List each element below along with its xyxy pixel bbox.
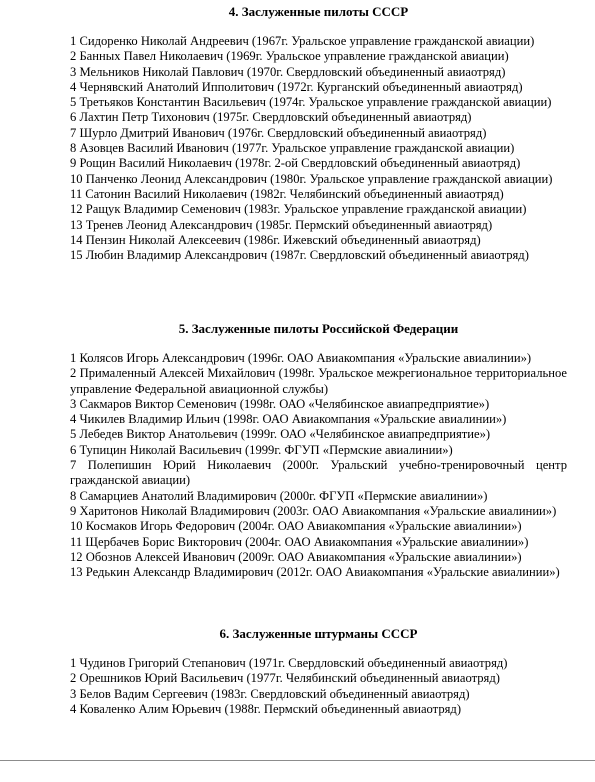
list-item: 14 Пензин Николай Алексеевич (1986г. Ижевский объединенный авиаотряд) (70, 232, 481, 247)
list-item: 6 Тупицин Николай Васильевич (1999г. ФГУП «Пермские авиалинии») (70, 442, 453, 457)
section-title: 6. Заслуженные штурманы СССР (219, 626, 418, 641)
pilots-ussr-list (70, 34, 567, 263)
list-item: 8 Азовцев Василий Иванович (1977г. Уральское управление гражданской авиации) (70, 141, 515, 156)
pilots-rf-list (70, 351, 567, 580)
section-title: 4. Заслуженные пилоты СССР (228, 4, 409, 19)
section-honored-navigators-ussr (70, 626, 567, 717)
list-item: 8 Самарциев Анатолий Владимирович (2000г. ФГУП «Пермские авиалинии») (70, 488, 488, 503)
list-item: 4 Коваленко Алим Юрьевич (1988г. Пермский объединенный авиаотряд) (70, 701, 462, 716)
page-bottom-divider (0, 760, 595, 761)
section-honored-pilots-rf (70, 321, 567, 580)
list-item: 3 Мельников Николай Павлович (1970г. Свердловский объединенный авиаотряд) (70, 64, 506, 79)
navigators-list (70, 656, 567, 717)
list-item: 3 Белов Вадим Сергеевич (1983г. Свердловский объединенный авиаотряд) (70, 686, 470, 701)
list-item: 9 Рощин Василий Николаевич (1978г. 2-ой Свердловский объединенный авиаотряд) (70, 156, 521, 171)
section-title: 5. Заслуженные пилоты Российской Федерации (178, 321, 459, 336)
list-item: 1 Чудинов Григорий Степанович (1971г. Свердловский объединенный авиаотряд) (70, 656, 508, 670)
section-honored-pilots-ussr (70, 4, 567, 263)
list-item: 10 Космаков Игорь Федорович (2004г. ОАО Авиакомпания «Уральские авиалинии») (70, 519, 522, 534)
list-item: 11 Сатонин Василий Николаевич (1982г. Челябинский объединенный авиаотряд) (70, 186, 504, 201)
list-item: 3 Сакмаров Виктор Семенович (1998г. ОАО «Челябинское авиапредприятие») (70, 396, 490, 411)
list-item: 9 Харитонов Николай Владимирович (2003г. ОАО Авиакомпания «Уральские авиалинии») (70, 503, 557, 518)
list-item: 1 Сидоренко Николай Андреевич (1967г. Уральское управление гражданской авиации) (70, 34, 535, 48)
list-item: 1 Колясов Игорь Александрович (1996г. ОАО Авиакомпания «Уральские авиалинии») (70, 351, 532, 365)
list-item: 5 Лебедев Виктор Анатольевич (1999г. ОАО «Челябинское авиапредприятие») (70, 427, 491, 442)
list-item: 10 Панченко Леонид Александрович (1980г. Уральское управление гражданской авиации) (70, 171, 553, 186)
list-item: 7 Шурло Дмитрий Иванович (1976г. Свердловский объединенный авиаотряд) (70, 125, 487, 140)
list-item: 7 Полепишин Юрий Николаевич (2000г. Уральский учебно-тренировочный центр гражданской авиации) (70, 458, 567, 488)
list-item: 12 Ращук Владимир Семенович (1983г. Уральское управление гражданской авиации) (70, 202, 527, 217)
list-item: 4 Чернявский Анатолий Ипполитович (1972г. Курганский объединенный авиаотряд) (70, 79, 523, 94)
list-item: 13 Редькин Александр Владимирович (2012г. ОАО Авиакомпания «Уральские авиалинии») (70, 565, 560, 580)
list-item: 4 Чикилев Владимир Ильич (1998г. ОАО Авиакомпания «Уральские авиалинии») (70, 412, 507, 427)
list-item: 15 Любин Владимир Александрович (1987г. Свердловский объединенный авиаотряд) (70, 248, 529, 263)
list-item: 2 Банных Павел Николаевич (1969г. Уральское управление гражданской авиации) (70, 49, 509, 64)
list-item: 6 Лахтин Петр Тихонович (1975г. Свердловский объединенный авиаотряд) (70, 110, 472, 125)
list-item: 12 Обознов Алексей Иванович (2009г. ОАО Авиакомпания «Уральские авиалинии») (70, 549, 522, 564)
list-item: 5 Третьяков Константин Васильевич (1974г. Уральское управление гражданской авиации) (70, 95, 552, 110)
list-item: 11 Щербачев Борис Викторович (2004г. ОАО Авиакомпания «Уральские авиалинии») (70, 534, 529, 549)
list-item: 2 Орешников Юрий Васильевич (1977г. Челябинский объединенный авиаотряд) (70, 671, 500, 686)
list-item: 2 Прималенный Алексей Михайлович (1998г. Уральское межрегиональное территориальное управление Федеральной авиационной службы) (70, 366, 567, 396)
list-item: 13 Тренев Леонид Александрович (1985г. Пермский объединенный авиаотряд) (70, 217, 493, 232)
